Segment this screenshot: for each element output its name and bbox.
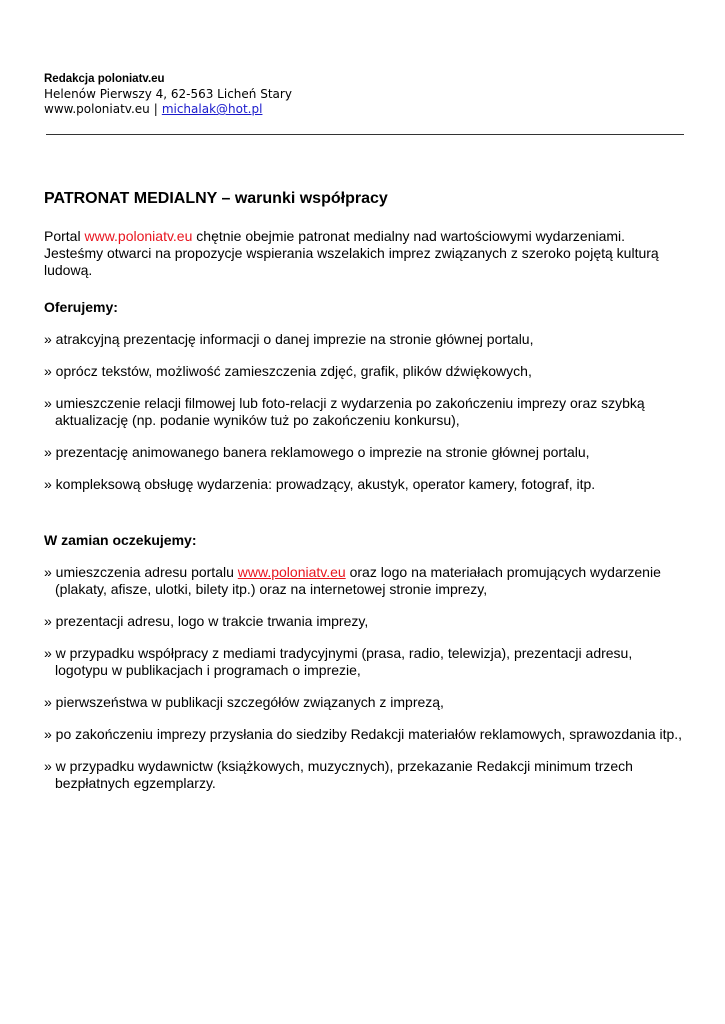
expect-item-prefix: » umieszczenia adresu portalu (44, 564, 234, 580)
expect-item: » prezentacji adresu, logo w trakcie trwania imprezy, (44, 613, 369, 629)
expect-item (44, 564, 684, 598)
intro-text-2: Jesteśmy otwarci na propozycje wspierania wszelakich imprez związanych z szeroko pojętą kulturą ludową. (44, 245, 659, 278)
header-divider (46, 134, 684, 135)
portal-link[interactable]: www.poloniatv.eu (237, 564, 346, 580)
letterhead (44, 72, 292, 117)
offer-item: » prezentację animowanego banera reklamowego o imprezie na stronie głównej portalu, (44, 444, 590, 460)
website-text: www.poloniatv.eu (44, 102, 150, 116)
organization-name: Redakcja poloniatv.eu (44, 73, 165, 85)
section-spacer (44, 493, 684, 512)
document-body (44, 190, 684, 792)
offer-item: » oprócz tekstów, możliwość zamieszczenia zdjęć, grafik, plików dźwiękowych, (44, 363, 532, 379)
contact-separator: | (153, 102, 158, 116)
postal-address: Helenów Pierwszy 4, 62-563 Licheń Stary (44, 87, 292, 101)
email-link[interactable]: michalak@hot.pl (161, 102, 263, 116)
expect-item: » w przypadku współpracy z mediami tradycyjnymi (prasa, radio, telewizja), prezentacji adresu, logotypu w publikacjach i programach o imprezie, (44, 645, 633, 678)
expect-item-suffix: oraz logo na materiałach promujących wydarzenie (plakaty, afisze, ulotki, bilety itp.) oraz na internetowej stronie imprezy, (55, 564, 661, 597)
expect-item: » pierwszeństwa w publikacji szczegółów związanych z imprezą, (44, 694, 444, 710)
offer-item: » kompleksową obsługę wydarzenia: prowadzący, akustyk, operator kamery, fotograf, itp. (44, 476, 596, 492)
intro-text-1: chętnie obejmie patronat medialny nad wartościowymi wydarzeniami. (196, 228, 626, 244)
intro-paragraph (44, 228, 684, 279)
expect-list (44, 564, 684, 792)
offer-list (44, 331, 684, 493)
page-title: PATRONAT MEDIALNY – warunki współpracy (44, 190, 388, 207)
offer-item: » atrakcyjną prezentację informacji o danej imprezie na stronie głównej portalu, (44, 331, 534, 347)
expect-heading: W zamian oczekujemy: (44, 532, 197, 548)
contact-line (44, 102, 292, 117)
expect-item: » po zakończeniu imprezy przysłania do siedziby Redakcji materiałów reklamowych, sprawozdania itp., (44, 726, 683, 742)
offer-item: » umieszczenie relacji filmowej lub foto-relacji z wydarzenia po zakończeniu imprezy oraz szybką aktualizację (np. podanie wyników tuż po zakończeniu konkursu), (44, 395, 645, 428)
intro-prefix: Portal (44, 228, 81, 244)
offer-heading: Oferujemy: (44, 299, 118, 315)
expect-item: » w przypadku wydawnictw (książkowych, muzycznych), przekazanie Redakcji minimum trzech bezpłatnych egzemplarzy. (44, 758, 633, 791)
portal-link[interactable]: www.poloniatv.eu (84, 228, 193, 244)
